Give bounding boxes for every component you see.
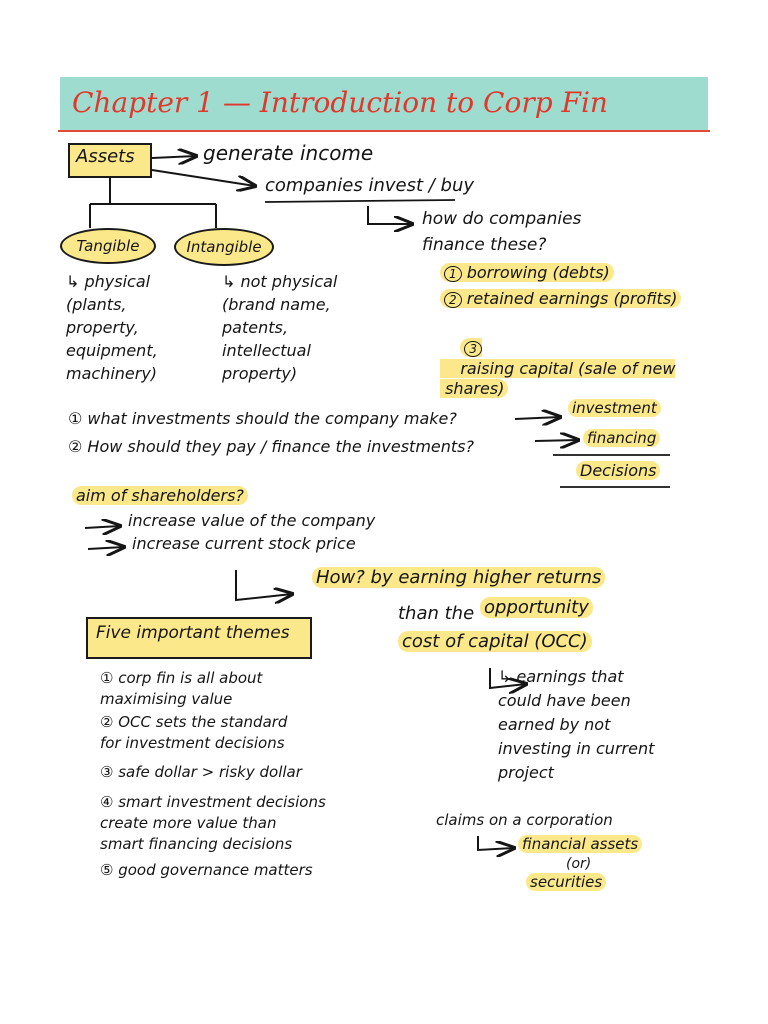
theme-number: ③ xyxy=(100,763,114,781)
theme-item-3 xyxy=(100,762,302,783)
investment-label: investment xyxy=(568,400,661,417)
decision-question-1: ① what investments should the company make? xyxy=(68,409,457,428)
aim-heading: aim of shareholders? xyxy=(72,487,248,505)
aim-item-2: increase current stock price xyxy=(132,534,356,553)
securities-label: securities xyxy=(526,874,606,891)
theme-number: ⑤ xyxy=(100,861,114,879)
theme-text: good governance matters xyxy=(118,861,313,879)
finance-item-text: raising capital (sale of new shares) xyxy=(445,359,676,398)
theme-number: ④ xyxy=(100,793,114,811)
decision-question-2: ② How should they pay / finance the investments? xyxy=(68,437,474,456)
assets-label: Assets xyxy=(76,146,135,167)
occ-text: cost of capital (OCC) xyxy=(398,632,592,653)
theme-text: corp fin is all about maximising value xyxy=(100,669,263,708)
financial-assets-label: financial assets xyxy=(518,836,642,853)
aim-item-1: increase value of the company xyxy=(128,511,376,530)
finance-item-2 xyxy=(440,290,681,308)
theme-item-4 xyxy=(100,792,326,855)
theme-item-2 xyxy=(100,712,287,754)
or-label: (or) xyxy=(566,856,592,872)
finance-item-number: 3 xyxy=(464,341,482,357)
theme-item-1 xyxy=(100,668,262,710)
tangible-description: ↳ physical (plants, property, equipment, machinery) xyxy=(66,272,158,383)
themes-heading: Five important themes xyxy=(96,623,290,643)
theme-item-5 xyxy=(100,860,313,881)
finance-item-number: 1 xyxy=(444,266,462,282)
theme-text: OCC sets the standard for investment decisions xyxy=(100,713,288,752)
opportunity-text: opportunity xyxy=(480,598,593,619)
generate-income-note: generate income xyxy=(203,141,374,165)
than-the-text: than the xyxy=(398,603,475,624)
finance-item-number: 2 xyxy=(444,292,462,308)
theme-text: smart investment decisions create more value than smart financing decisions xyxy=(100,793,326,853)
tangible-oval: Tangible xyxy=(60,228,156,264)
theme-text: safe dollar > risky dollar xyxy=(118,763,302,781)
occ-note: ↳ earnings that could have been earned by not investing in current project xyxy=(498,667,655,782)
companies-invest-note: companies invest / buy xyxy=(265,175,475,196)
intangible-description: ↳ not physical (brand name, patents, intellectual property) xyxy=(222,272,338,383)
how-note: How? by earning higher returns xyxy=(312,568,605,589)
theme-number: ① xyxy=(100,669,114,687)
intangible-oval: Intangible xyxy=(174,228,274,266)
financing-label: financing xyxy=(583,430,660,447)
page-title: Chapter 1 — Introduction to Corp Fin xyxy=(72,86,608,119)
theme-number: ② xyxy=(100,713,114,731)
claims-heading: claims on a corporation xyxy=(436,811,613,829)
finance-question: how do companies finance these? xyxy=(422,209,582,255)
decisions-label: Decisions xyxy=(576,462,660,480)
finance-item-text: retained earnings (profits) xyxy=(466,289,678,308)
finance-item-1 xyxy=(440,264,614,282)
finance-item-text: borrowing (debts) xyxy=(466,263,610,282)
